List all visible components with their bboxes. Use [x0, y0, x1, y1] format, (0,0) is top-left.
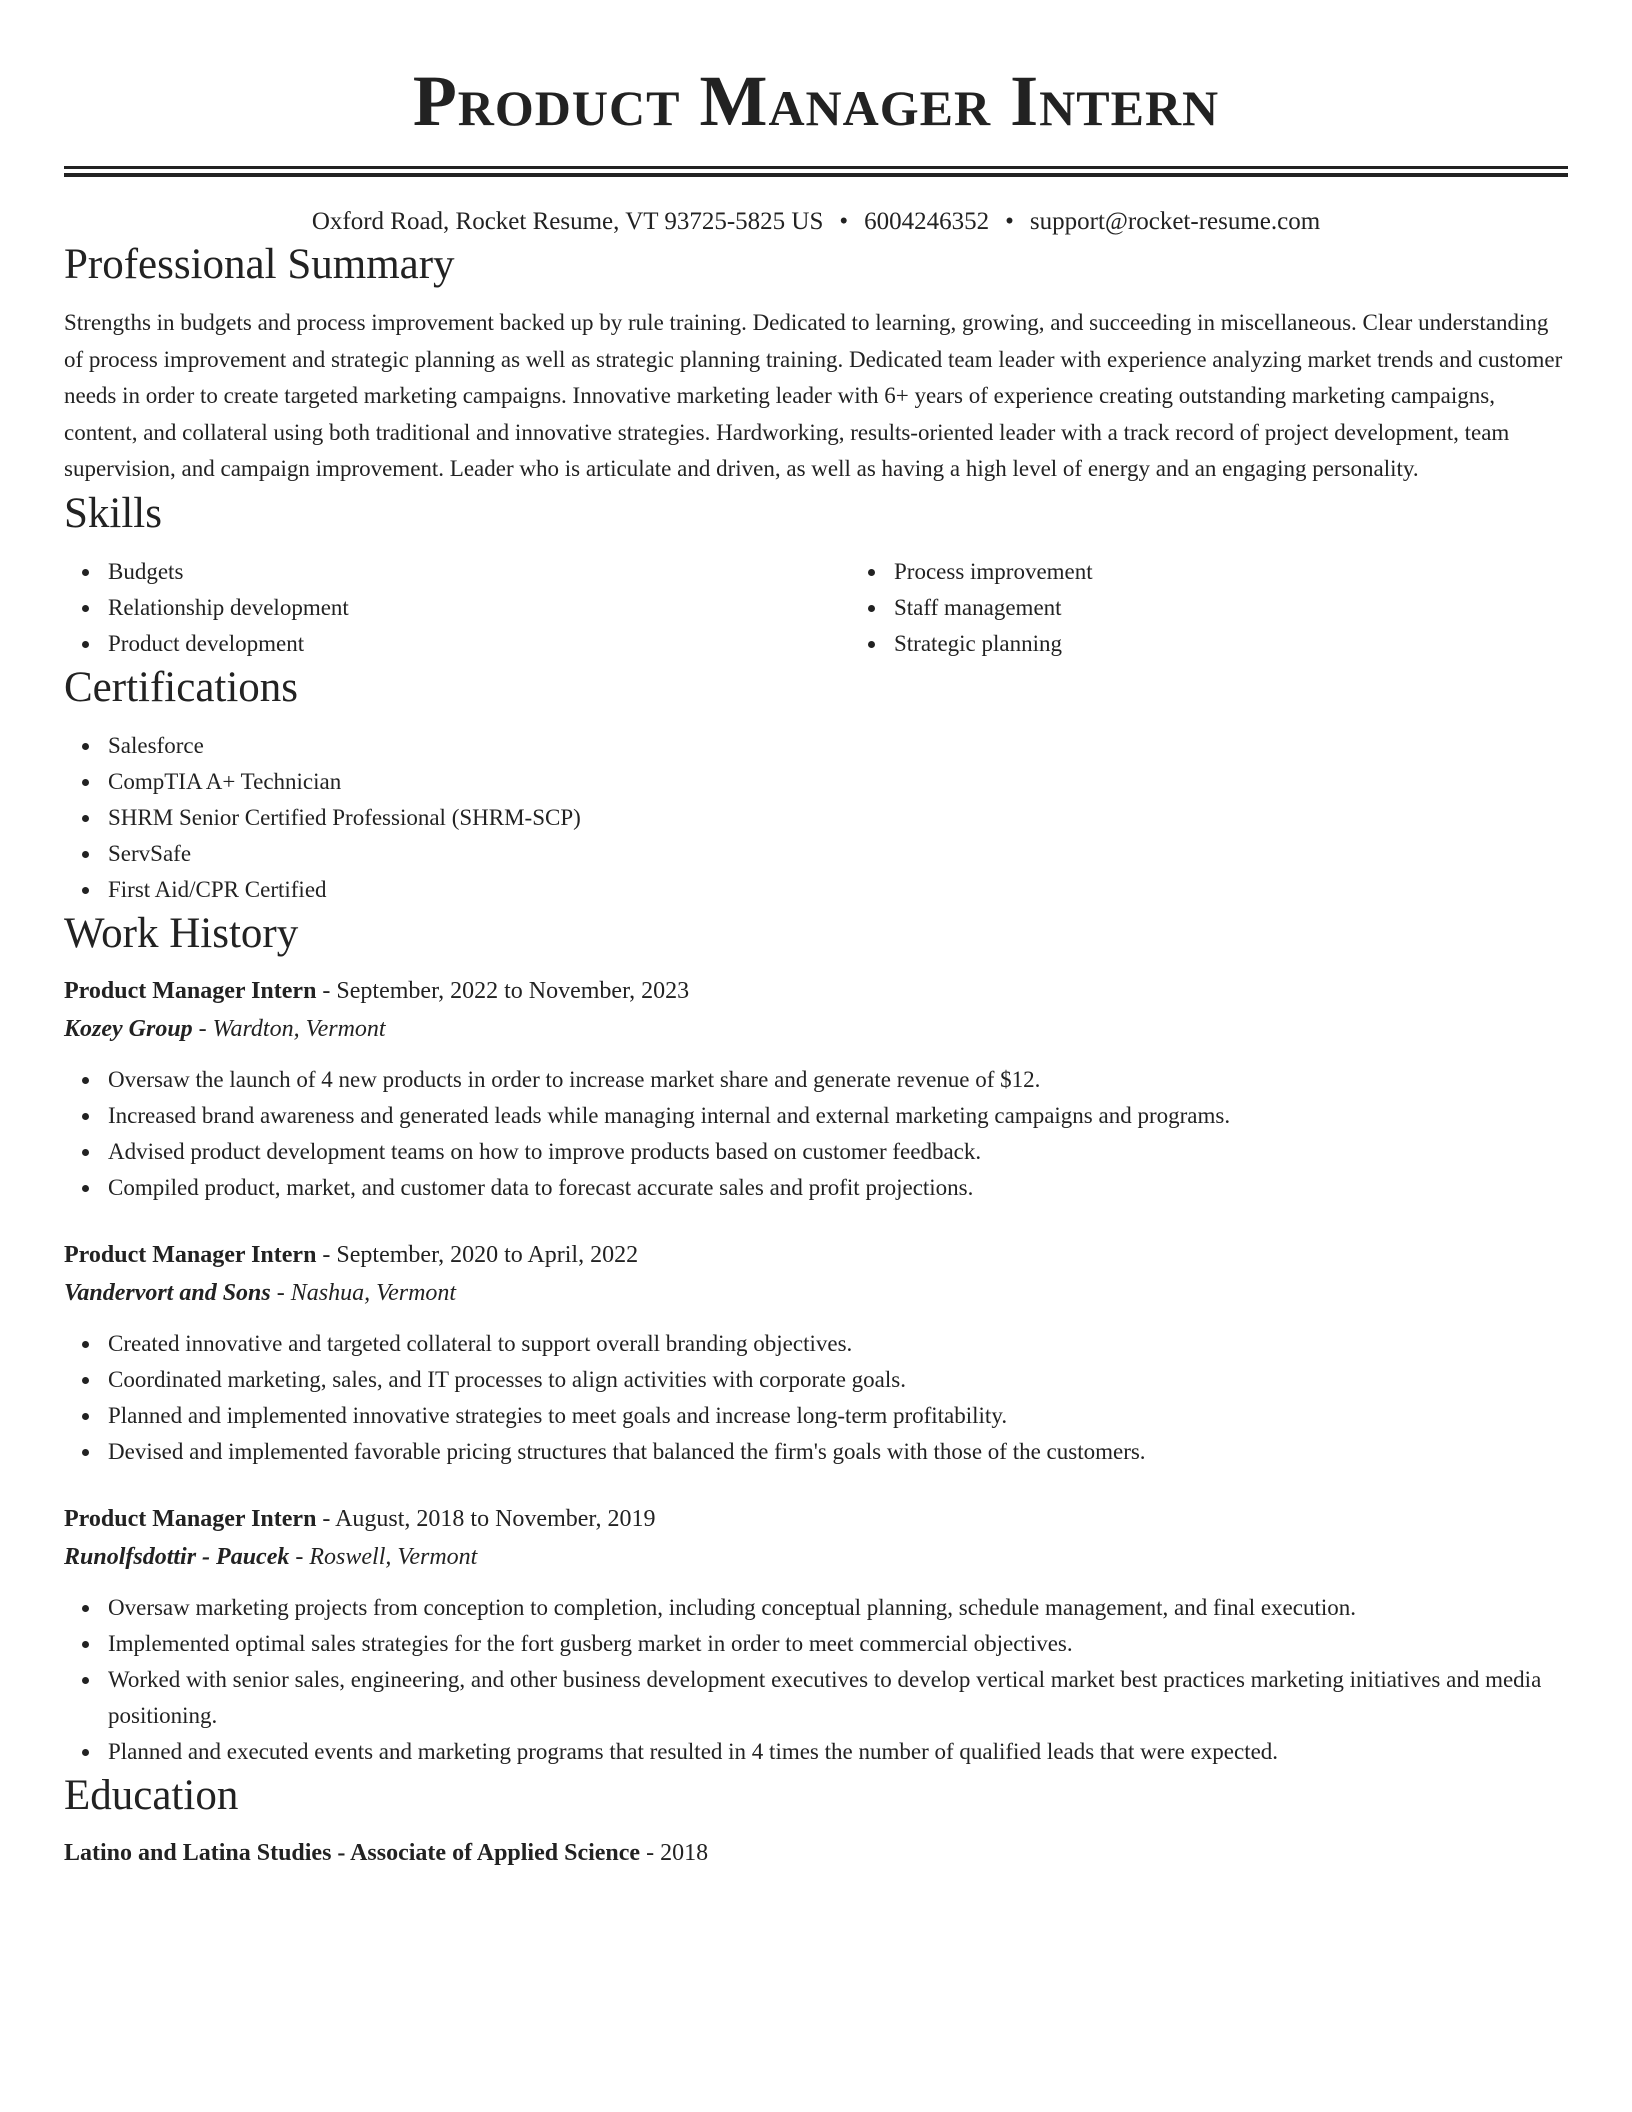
summary-text: Strengths in budgets and process improvement backed up by rule training. Dedicated to learning, growing, and succeeding in miscellaneous. Clear understanding of process improvement and strategic planning as well as strategic planning training. Dedicated team leader with experience analyzing market trends and customer needs in order to create targeted marketing campaigns. Innovative marketing leader with 6+ years of experience creating outstanding marketing campaigns, content, and collateral using both traditional and innovative strategies. Hardworking, results-oriented leader with a track record of project development, team supervision, and campaign improvement. Leader who is articulate and driven, as well as having a high level of energy and an engaging personality.	[64, 310, 1563, 481]
job-bullet: Planned and implemented innovative strategies to meet goals and increase long-term profitability.	[108, 1398, 1568, 1434]
contact-email: support@rocket-resume.com	[1029, 208, 1321, 235]
job-title: Product Manager Intern	[64, 1241, 317, 1268]
education-year: 2018	[660, 1839, 709, 1866]
skills-columns	[64, 554, 1568, 662]
job-bullet: Worked with senior sales, engineering, and other business development executives to develop vertical market best practices marketing initiatives and media positioning.	[108, 1662, 1568, 1734]
skill-item: Strategic planning	[894, 626, 1632, 662]
job-company: Runolfsdottir - Paucek	[64, 1543, 290, 1570]
contact-separator: •	[1005, 208, 1014, 235]
job-bullet: Increased brand awareness and generated leads while managing internal and external marketing campaigns and programs.	[108, 1098, 1568, 1134]
title-divider	[64, 166, 1568, 177]
job-entry	[64, 1236, 1568, 1470]
certifications-heading: Certifications	[64, 663, 299, 711]
contact-phone: 6004246352	[864, 208, 990, 235]
education-program: Latino and Latina Studies - Associate of Applied Science	[64, 1839, 641, 1866]
skills-heading: Skills	[64, 489, 162, 537]
job-location: Roswell, Vermont	[309, 1543, 478, 1570]
dash: -	[316, 1241, 337, 1268]
job-company-line	[64, 1538, 1568, 1576]
job-title-line	[64, 972, 1568, 1010]
education-heading: Education	[64, 1771, 239, 1819]
education-entry	[64, 1834, 1568, 1872]
contact-address: Oxford Road, Rocket Resume, VT 93725-5825 US	[311, 208, 824, 235]
dash: -	[270, 1279, 291, 1306]
job-title: Product Manager Intern	[64, 1505, 317, 1532]
certification-item: First Aid/CPR Certified	[108, 872, 1568, 908]
certifications-list	[64, 728, 1568, 908]
job-bullet: Devised and implemented favorable pricing structures that balanced the firm's goals with those of the customers.	[108, 1434, 1568, 1470]
contact-line	[64, 205, 1568, 239]
job-company-line	[64, 1274, 1568, 1312]
spacer	[64, 1206, 1568, 1236]
job-bullet: Advised product development teams on how to improve products based on customer feedback.	[108, 1134, 1568, 1170]
spacer	[64, 1470, 1568, 1500]
job-title: Product Manager Intern	[64, 977, 317, 1004]
job-bullet: Implemented optimal sales strategies for the fort gusberg market in order to meet commercial objectives.	[108, 1626, 1568, 1662]
job-bullets	[64, 1590, 1568, 1770]
job-bullet: Oversaw the launch of 4 new products in order to increase market share and generate revenue of $12.	[108, 1062, 1568, 1098]
resume-title: Product Manager Intern	[412, 61, 1220, 141]
certification-item: SHRM Senior Certified Professional (SHRM-SCP)	[108, 800, 1568, 836]
job-bullet: Created innovative and targeted collateral to support overall branding objectives.	[108, 1326, 1568, 1362]
skill-item: Relationship development	[108, 590, 850, 626]
skill-item: Staff management	[894, 590, 1632, 626]
job-bullet: Coordinated marketing, sales, and IT processes to align activities with corporate goals.	[108, 1362, 1568, 1398]
job-company: Kozey Group	[64, 1015, 193, 1042]
certification-item: ServSafe	[108, 836, 1568, 872]
dash: -	[316, 1505, 336, 1532]
dash: -	[640, 1839, 661, 1866]
job-location: Wardton, Vermont	[212, 1015, 386, 1042]
job-title-line	[64, 1500, 1568, 1538]
job-location: Nashua, Vermont	[290, 1279, 457, 1306]
job-bullet: Planned and executed events and marketing programs that resulted in 4 times the number of qualified leads that were expected.	[108, 1734, 1568, 1770]
certification-item: CompTIA A+ Technician	[108, 764, 1568, 800]
job-company-line	[64, 1010, 1568, 1048]
dash: -	[192, 1015, 213, 1042]
job-dates: September, 2022 to November, 2023	[336, 977, 690, 1004]
skills-left-list	[64, 554, 850, 662]
skill-item: Process improvement	[894, 554, 1632, 590]
certification-item: Salesforce	[108, 728, 1568, 764]
skill-item: Budgets	[108, 554, 850, 590]
resume-page	[64, 0, 1568, 1872]
job-title-line	[64, 1236, 1568, 1274]
dash: -	[316, 977, 337, 1004]
job-bullets	[64, 1326, 1568, 1470]
job-entry	[64, 972, 1568, 1206]
job-dates: August, 2018 to November, 2019	[335, 1505, 656, 1532]
skill-item: Product development	[108, 626, 850, 662]
job-dates: September, 2020 to April, 2022	[336, 1241, 639, 1268]
job-company: Vandervort and Sons	[64, 1279, 271, 1306]
work-history-heading: Work History	[64, 909, 299, 957]
skills-right-list	[850, 554, 1632, 662]
summary-heading: Professional Summary	[64, 241, 455, 288]
job-bullet: Compiled product, market, and customer data to forecast accurate sales and profit projections.	[108, 1170, 1568, 1206]
contact-separator: •	[839, 208, 849, 235]
job-bullets	[64, 1062, 1568, 1206]
job-bullet: Oversaw marketing projects from conception to completion, including conceptual planning, schedule management, and final execution.	[108, 1590, 1568, 1626]
dash: -	[289, 1543, 310, 1570]
job-entry	[64, 1500, 1568, 1770]
